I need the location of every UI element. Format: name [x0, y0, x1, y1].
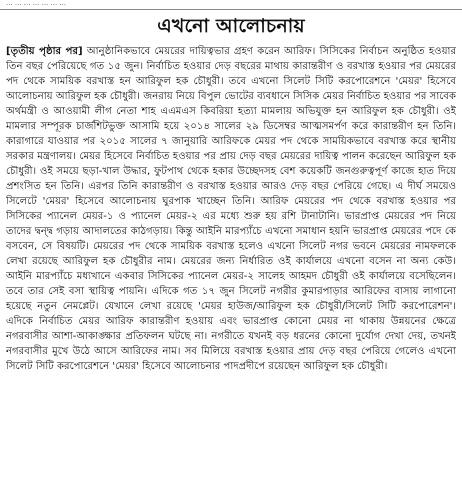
headline: এখনো আলোচনায়: [157, 15, 305, 37]
cropped-previous-line: ... ... ... ... ... ... ...: [6, 0, 67, 7]
headline-rule: [0, 9, 462, 10]
continuation-bracket-close: ]: [78, 46, 83, 57]
continuation-bracket-open: [: [6, 46, 11, 57]
continuation-label: তৃতীয় পৃষ্ঠার পর: [10, 46, 79, 57]
article-body: [6, 44, 456, 491]
article-text: আনুষ্ঠানিকভাবে মেয়রের দায়িত্বভার গ্রহণ করেন আরিফ। সিসিকের নির্বাচন অনুষ্ঠিত হওয়ার তিন বছর পেরিয়েছে গত ১৫ জুন। নির্বাচিত হওয়ার দেড় বছরের মাথায় কারান্তরীণ ও বরখাস্ত হওয়ার পর মেয়রের পদ থেকে সাময়িক বরখাস্ত হন আরিফুল হক চৌধুরী। তবে এখনো সিলেট সিটি করপোরেশনে 'মেয়র' হিসেবে আলোচনায় আরিফুল হক চৌধুরী। জনরায় নিয়ে বিপুল ভোটের ব্যবধানে সিসিক মেয়র নির্বাচিত হওয়ার পর সাবেক অর্থমন্ত্রী ও আওয়ামী লীগ নেতা শাহ এএমএস কিবরিয়া হত্যা মামলায় অভিযুক্ত হন আরিফুল হক চৌধুরী। ওই মামলার সম্পূরক চার্জশিটভুক্ত আসামি হয়ে ২০১৪ সালের ২৯ ডিসেম্বর আত্মসমর্পণ করে কারান্তরীণ হন তিনি। কারাগারে যাওয়ার পর ২০১৫ সালের ৭ জানুয়ারি আরিফকে মেয়র পদ থেকে সাময়িকভাবে বরখাস্ত করে স্থানীয় সরকার মন্ত্রণালয়। মেয়র হিসেবে নির্বাচিত হওয়ার পর প্রায় দেড় বছর মেয়রের দায়িত্ব পালন করেছেন আরিফুল হক চৌধুরী। ওই সময়ে ছড়া-খাল উদ্ধার, ফুটপাথ থেকে হকার উচ্ছেদসহ বেশ কয়েকটি জনগুরুত্বপূর্ণ কাজে হাত দিয়ে প্রশংসিত হন তিনি। এরপর তিনি কারান্তরীণ ও বরখাস্ত হওয়ার আরও দেড় বছর পেরিয়ে গেছে। এ দীর্ঘ সময়েও সিলেটে 'মেয়র' হিসেবে আলোচনায় ঘুরপাক খাচ্ছেন তিনি। আরিফ মেয়রের পদ থেকে বরখাস্ত হওয়ার পর সিসিকের প্যানেল মেয়র-১ ও প্যানেল মেয়র-২ এর মধ্যে শুরু হয় রশি টানাটানি। ভারপ্রাপ্ত মেয়রের পদ নিয়ে তাদের দ্বন্দ্ব গড়ায় আদালতের কাঠগড়ায়। কিন্তু আইনি মারপ্যাঁচে এখনো সমাধান হয়নি ভারপ্রাপ্ত মেয়রের পদে কে বসবেন, সে বিষয়টি। মেয়রের পদ থেকে সাময়িক বরখাস্ত হলেও এখনো সিলেট নগর ভবনে মেয়রের নামফলকে লেখা রয়েছে আরিফুল হক চৌধুরীর নাম। মেয়রের জন্য নির্ধারিত ওই কার্যালয়ে এখনো বসেন না অন্য কেউ। আইনি মারপ্যাঁচে মধ্যখানে একবার সিসিকের প্যানেল মেয়র-২ সালেহ আহমদ চৌধুরী ওই কার্যালয়ে বসেছিলেন। তবে তার সেই বসা স্থায়িত্ব পায়নি। এদিকে গত ১৭ জুন সিলেট নগরীর কুমারপাড়ার আরিফের বাসায় লাগানো হয়েছে নতুন নেমপ্লেট। যেখানে লেখা রয়েছে 'মেয়র হাউজ/আরিফুল হক চৌধুরী/সিলেট সিটি করপোরেশন'। এদিকে নির্বাচিত মেয়র আরিফ কারান্তরীণ হওয়ায় এবং ভারপ্রাপ্ত কোনো মেয়র না থাকায় উন্নয়নের ক্ষেত্রে নগরবাসীর আশা-আকাঙ্ক্ষার প্রতিফলন ঘটছে না। নগরীতে যখনই বড় ধরনের কোনো দুর্যোগ দেখা দেয়, তখনই নগরবাসীর মুখে উঠে আসে আরিফের নাম। সব মিলিয়ে বরখাস্ত হওয়ার প্রায় দেড় বছর পেরিয়ে গেলেও এখনো সিলেট সিটি করপোরেশনে 'মেয়র' হিসেবে আলোচনার পাদপ্রদীপে রয়েছেন আরিফুল হক চৌধুরী।: [6, 46, 456, 372]
article-paragraph: [6, 44, 456, 374]
